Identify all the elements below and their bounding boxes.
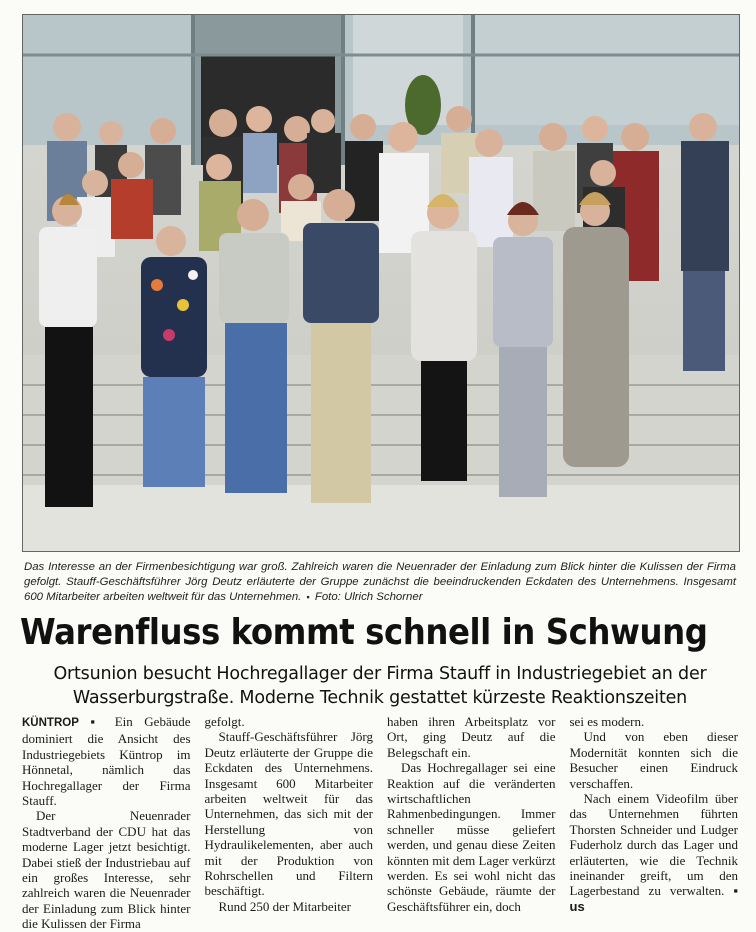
article-column-2	[205, 714, 374, 914]
photo-caption	[24, 560, 736, 606]
dateline-separator: ▪	[90, 714, 104, 729]
paragraph: gefolgt.	[204, 714, 245, 729]
caption-text: Das Interesse an der Firmenbesichtigung war groß. Zahlreich waren die Neuenrader der Einladung zum Blick hinter die Kulissen der Firma gefolgt. Stauff-Geschäftsführer Jörg Deutz erläuterte der Gruppe zunächst die beeindruckenden Eckdaten des Unternehmens. Insgesamt 600 Mitarbeiter arbeiten weltweit für das Unternehmen.	[24, 561, 736, 604]
dateline: KÜNTROP	[22, 717, 79, 729]
caption-separator: ▪	[306, 592, 310, 603]
subheadline: Ortsunion besucht Hochregallager der Firma Stauff in Industriegebiet an der Wasserburgstraße. Moderne Technik gestattet kürzeste Reaktionszeiten	[53, 664, 707, 708]
paragraph	[22, 714, 191, 808]
paragraph: Rund 250 der Mitarbeiter	[218, 898, 351, 914]
paragraph-text: Ein Gebäude dominiert die Ansicht des Industriegebiets Küntrop im Hönnetal, nämlich das Hochregallager der Firma Stauff.	[22, 714, 191, 809]
headline: Warenfluss kommt schnell in Schwung	[20, 612, 708, 653]
article-column-4	[570, 714, 739, 914]
paragraph-text: Nach einem Videofilm über das Unternehmen führten Thorsten Schneider und Ludger Fuderholz durch das Lager und erläuterten, wie die Technik ineinander greift, um den Lagerbestand zu verwalten.	[569, 791, 738, 899]
article-body	[22, 714, 738, 932]
paragraph: Das Hochregallager sei eine Reaktion auf die veränderten wirtschaftlichen Rahmenbedingungen. Immer schneller müsse geliefert werden, und genau diese Zeiten könnten mit dem Lager verkürzt werden. Es sei wohl nicht das schönste Gebäude, räumte der Geschäftsführer ein, doch	[387, 760, 556, 914]
paragraph: Und von eben dieser Modernität konnten sich die Besucher einen Eindruck verschaffen.	[569, 729, 738, 791]
group-photo-illustration	[23, 15, 739, 551]
paragraph: haben ihren Arbeitsplatz vor Ort, ging Deutz auf die Belegschaft ein.	[387, 714, 556, 760]
paragraph: Stauff-Geschäftsführer Jörg Deutz erläuterte der Gruppe die Eckdaten des Unternehmens. Insgesamt 600 Mitarbeiter arbeiten weltweit für das Unternehmen, das sich mit der Herstellung von Hydraulikelementen, aber auch mit der Produktion von Rohrschellen und Filtern beschäftigt.	[204, 729, 373, 899]
paragraph: sei es modern.	[569, 714, 645, 729]
author-endmark: ▪ us	[569, 883, 738, 914]
paragraph	[570, 791, 739, 914]
photo-credit: Foto: Ulrich Schorner	[314, 591, 423, 604]
group-photo	[22, 14, 740, 552]
article-column-1	[22, 714, 191, 932]
article-column-3	[387, 714, 556, 914]
paragraph: Der Neuenrader Stadtverband der CDU hat das moderne Lager jetzt besichtigt. Dabei stieß der Industriebau auf ein großes Interesse, sehr zahlreich waren die Neuenrader der Einladung zum Blick hinter die Kulissen der Firma	[22, 808, 191, 932]
